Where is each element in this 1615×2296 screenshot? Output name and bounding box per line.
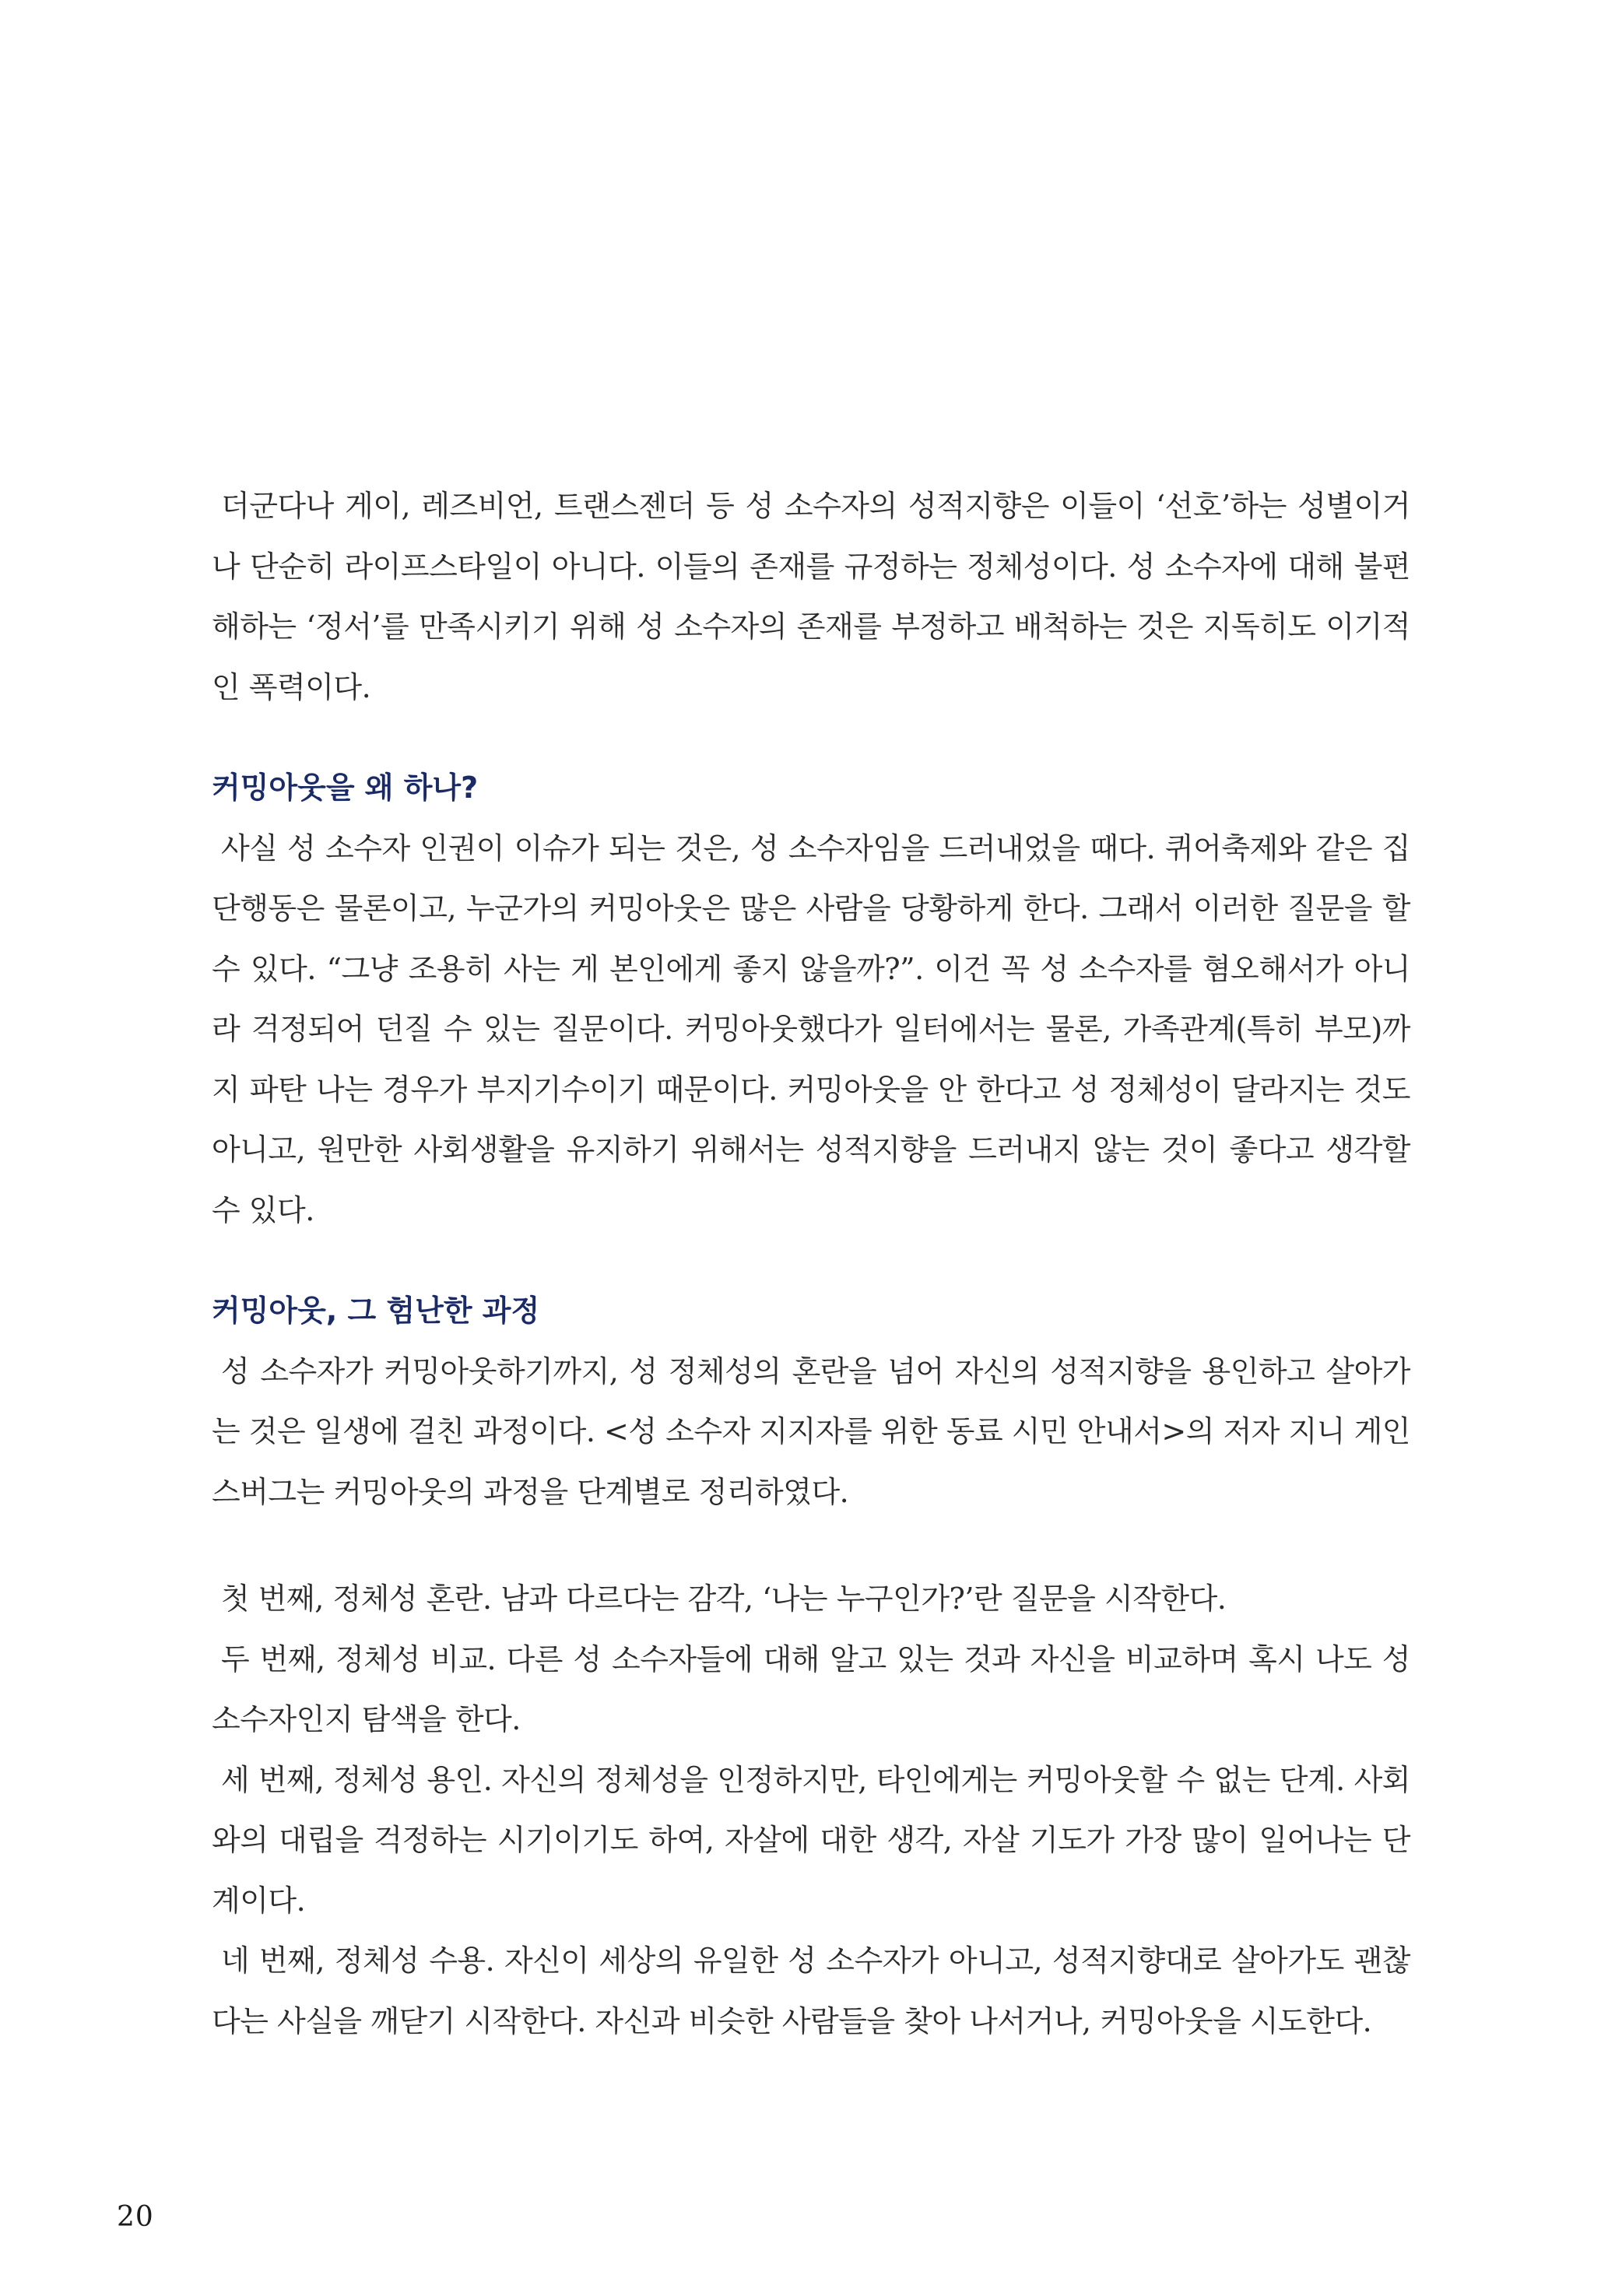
section-paragraph-why-coming-out: 사실 성 소수자 인권이 이슈가 되는 것은, 성 소수자임을 드러내었을 때다. 퀴어축제와 같은 집단행동은 물론이고, 누군가의 커밍아웃은 많은 사람을 당황하게 한다. 그래서 이러한 질문을 할 수 있다. “그냥 조용히 사는 게 본인에게 좋지 않을까?”. 이건 꼭 성 소수자를 혐오해서가 아니라 걱정되어 던질 수 있는 질문이다. 커밍아웃했다가 일터에서는 물론, 가족관계(특히 부모)까지 파탄 나는 경우가 부지기수이기 때문이다. 커밍아웃을 안 한다고 성 정체성이 달라지는 것도 아니고, 원만한 사회생활을 유지하기 위해서는 성적지향을 드러내지 않는 것이 좋다고 생각할 수 있다.: [212, 830, 1410, 1227]
spacer: [212, 1522, 1410, 1569]
page-number: 20: [117, 2201, 154, 2233]
stage-item: 세 번째, 정체성 용인. 자신의 정체성을 인정하지만, 타인에게는 커밍아웃할 수 없는 단계. 사회와의 대립을 걱정하는 시기이기도 하여, 자살에 대한 생각, 자살 기도가 가장 많이 일어나는 단계이다.: [212, 1762, 1410, 1918]
intro-paragraph: 더군다나 게이, 레즈비언, 트랜스젠더 등 성 소수자의 성적지향은 이들이 ‘선호’하는 성별이거나 단순히 라이프스타일이 아니다. 이들의 존재를 규정하는 정체성이다. 성 소수자에 대해 불편해하는 ‘정서’를 만족시키기 위해 성 소수자의 존재를 부정하고 배척하는 것은 지독히도 이기적인 폭력이다.: [212, 489, 1410, 704]
page-body: [212, 476, 1410, 2052]
section-heading-coming-out-process: 커밍아웃, 그 험난한 과정: [212, 1294, 540, 1328]
stage-item: 네 번째, 정체성 수용. 자신이 세상의 유일한 성 소수자가 아니고, 성적지향대로 살아가도 괜찮다는 사실을 깨닫기 시작한다. 자신과 비슷한 사람들을 찾아 나서거나, 커밍아웃을 시도한다.: [212, 1943, 1410, 2038]
section-heading-why-coming-out: 커밍아웃을 왜 하나?: [212, 771, 479, 805]
section-paragraph-coming-out-process: 성 소수자가 커밍아웃하기까지, 성 정체성의 혼란을 넘어 자신의 성적지향을 용인하고 살아가는 것은 일생에 걸친 과정이다. <성 소수자 지지자를 위한 동료 시민 안내서>의 저자 지니 게인스버그는 커밍아웃의 과정을 단계별로 정리하였다.: [212, 1353, 1410, 1509]
spacer: [212, 718, 1410, 758]
spacer: [212, 1241, 1410, 1281]
stage-item: 첫 번째, 정체성 혼란. 남과 다르다는 감각, ‘나는 누구인가?’란 질문을 시작한다.: [221, 1582, 1227, 1616]
stage-item: 두 번째, 정체성 비교. 다른 성 소수자들에 대해 알고 있는 것과 자신을 비교하며 혹시 나도 성 소수자인지 탐색을 한다.: [212, 1641, 1410, 1736]
